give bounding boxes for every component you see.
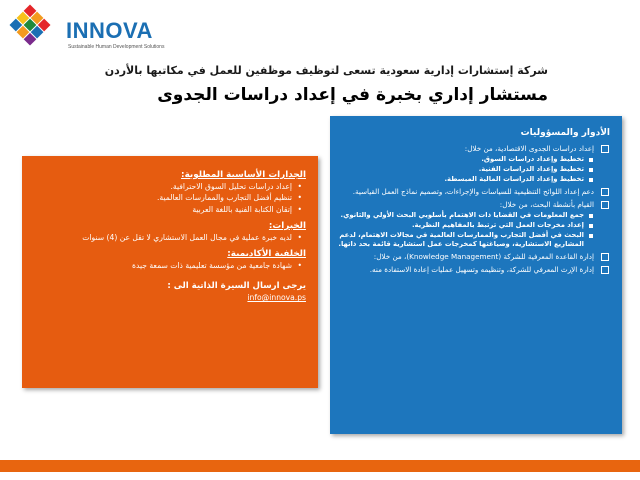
contact-instruction: يرجى ارسال السيرة الذاتية الى : [167, 281, 306, 292]
role-item [338, 144, 610, 154]
list-item: • تنظيم أفضل التجارب والممارسات العالمية. [30, 193, 292, 203]
job-headline: شركة إستشارات إدارية سعودية تسعى لتوظيف موظفين للعمل في مكاتبها بالأردن [104, 64, 548, 77]
requirements-panel [22, 156, 318, 388]
job-title: مستشار إداري بخبرة في إعداد دراسات الجدوى [157, 85, 548, 105]
list-item: • لديه خبرة عملية في مجال العمل الاستشاري لا تقل عن (4) سنوات [30, 233, 292, 243]
experience-heading: الخبرات: [268, 220, 306, 231]
role-item-text: إدارة الإرث المعرفي للشركة، وتنظيمه وتسهيل عمليات إعادة الاستفادة منه. [369, 265, 594, 275]
logo-name: INNOVA [66, 18, 153, 43]
footer-bar [0, 460, 640, 472]
role-item-text: دعم إعداد اللوائح التنظيمية للسياسات والإجراءات، وتصميم نماذج العمل القياسية. [352, 187, 594, 197]
academic-list [30, 261, 306, 271]
list-item: • شهادة جامعية من مؤسسة تعليمية ذات سمعة جيدة [30, 261, 292, 271]
roles-panel [330, 116, 622, 434]
role-item-text: إدارة القاعدة المعرفية للشركة (Knowledge Management)، من خلال: [373, 252, 594, 262]
role-item [338, 200, 610, 210]
logo-tagline: Sustainable Human Development Solutions [68, 44, 165, 50]
email-link[interactable]: info@innova.ps [247, 293, 306, 303]
checkbox-bullet-icon [601, 266, 609, 274]
role-item [338, 265, 610, 275]
role-item [338, 252, 610, 262]
role-item-text: إعداد دراسات الجدوى الاقتصادية، من خلال: [464, 144, 594, 153]
list-item: تخطيط وإعداد دراسات السوق. [338, 155, 584, 164]
list-item: تخطيط وإعداد الدراسات المالية المبسطة. [338, 175, 584, 184]
list-item: جمع المعلومات في القضايا ذات الاهتمام بأسلوبي البحث الأولي والثانوي. [338, 211, 584, 220]
roles-heading: الأدوار والمسؤوليات [520, 128, 610, 138]
logo-mosaic-icon [4, 4, 60, 54]
role-item-text: القيام بأنشطة البحث، من خلال: [499, 199, 594, 209]
skills-list [30, 182, 306, 215]
company-logo [4, 4, 165, 54]
list-item: البحث في أفضل التجارب والممارسات العالمية في مجالات الاهتمام، لدعم المشاريع الاستشارية، وصياغتها كمخرجات عمل استشارية قائمة بحد ذاتها. [338, 231, 584, 249]
role-sub-list [338, 211, 610, 250]
checkbox-bullet-icon [601, 188, 609, 196]
list-item: تخطيط وإعداد الدراسات الفنية. [338, 165, 584, 174]
experience-list [30, 233, 306, 243]
role-sub-list [338, 155, 610, 185]
academic-heading: الخلفية الأكاديمية: [227, 249, 306, 259]
checkbox-bullet-icon [601, 145, 609, 153]
list-item: إعداد مخرجات العمل التي ترتبط بالمفاهيم النظرية. [338, 221, 584, 230]
role-item [338, 187, 610, 197]
skills-heading: الجدارات الأساسية المطلوبة: [181, 170, 306, 180]
list-item: • إتقان الكتابة الفنية باللغة العربية [30, 205, 292, 215]
checkbox-bullet-icon [601, 201, 609, 209]
list-item: • إعداد دراسات تحليل السوق الاحترافية. [30, 182, 292, 192]
checkbox-bullet-icon [601, 253, 609, 261]
